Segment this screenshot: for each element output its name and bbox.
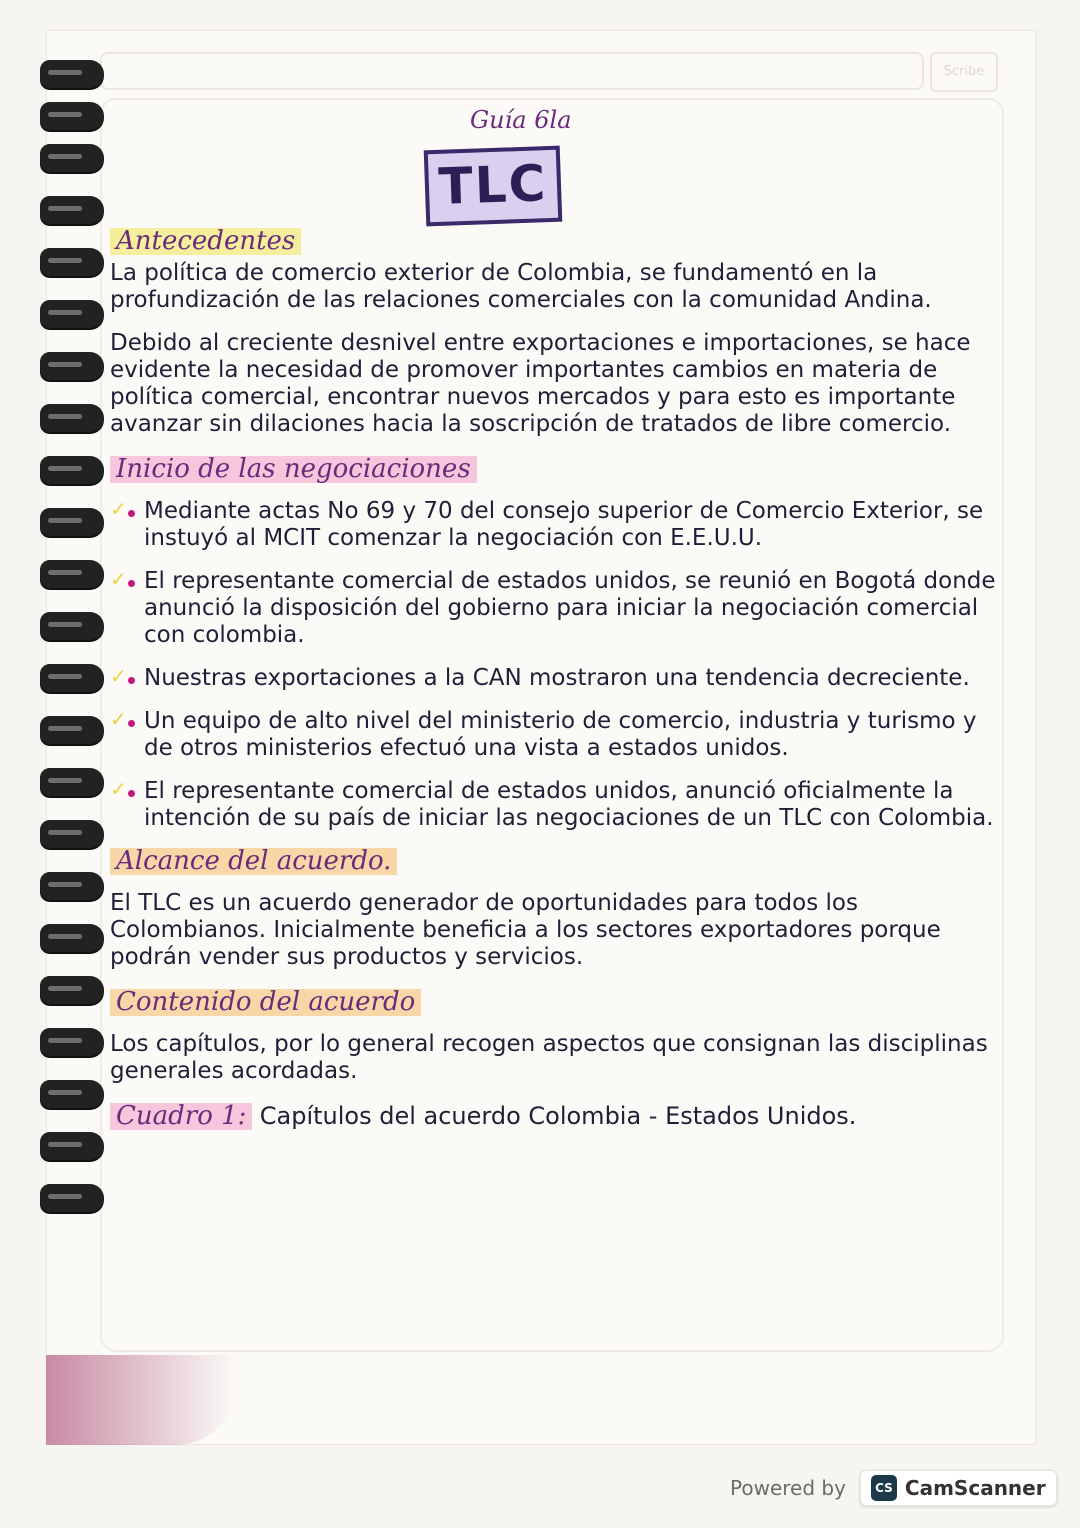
list-item-text: Mediante actas No 69 y 70 del consejo superior de Comercio Exterior, se instuyó al MCIT comenzar la negociación con E.E.U.U. (144, 498, 984, 551)
spiral-ring-icon (40, 1080, 104, 1108)
spiral-ring-icon (40, 664, 104, 692)
spiral-ring-icon (40, 508, 104, 536)
spiral-ring-icon (40, 716, 104, 744)
list-item-text: Un equipo de alto nivel del ministerio de comercio, industria y turismo y de otros ministerios efectuó una vista a estados unidos. (144, 708, 977, 761)
check-mark-icon: ✓ (110, 497, 127, 521)
camscanner-badge[interactable] (860, 1470, 1057, 1506)
spiral-ring-icon (40, 1184, 104, 1212)
bullet-dot-icon (128, 510, 135, 517)
spiral-ring-icon (40, 872, 104, 900)
spiral-ring-icon (40, 102, 104, 130)
paragraph-antecedentes-1: La política de comercio exterior de Colombia, se fundamentó en la profundización de las relaciones comerciales con la comunidad Andina. (110, 260, 932, 313)
guide-label: Guía 6la (470, 106, 572, 134)
paragraph-contenido: Los capítulos, por lo general recogen aspectos que consignan las disciplinas generales acordadas. (110, 1031, 988, 1084)
heading-alcance: Alcance del acuerdo. (110, 848, 397, 875)
camscanner-logo-icon: CS (871, 1475, 897, 1501)
spiral-binding (0, 0, 110, 1400)
list-item (110, 708, 1010, 762)
spiral-ring-icon (40, 612, 104, 640)
spiral-ring-icon (40, 196, 104, 224)
bullet-dot-icon (128, 677, 135, 684)
heading-antecedentes: Antecedentes (110, 228, 301, 255)
spiral-ring-icon (40, 820, 104, 848)
list-item (110, 778, 1010, 832)
powered-by-label: Powered by (730, 1476, 846, 1500)
page-header-box (100, 52, 924, 90)
check-mark-icon: ✓ (110, 777, 127, 801)
negotiations-list (110, 498, 1010, 832)
check-mark-icon: ✓ (110, 567, 127, 591)
check-mark-icon: ✓ (110, 664, 127, 688)
spiral-ring-icon (40, 60, 104, 88)
spiral-ring-icon (40, 404, 104, 432)
scribe-stamp: Scribe (930, 52, 998, 92)
spiral-ring-icon (40, 456, 104, 484)
spiral-ring-icon (40, 976, 104, 1004)
spiral-ring-icon (40, 248, 104, 276)
spiral-ring-icon (40, 560, 104, 588)
list-item (110, 498, 1010, 552)
list-item (110, 568, 1010, 649)
camscanner-brand-name: CamScanner (904, 1476, 1046, 1500)
cuadro-text: Capítulos del acuerdo Colombia - Estados Unidos. (259, 1102, 857, 1130)
spiral-ring-icon (40, 768, 104, 796)
bullet-dot-icon (128, 720, 135, 727)
bullet-dot-icon (128, 790, 135, 797)
heading-inicio-negociaciones: Inicio de las negociaciones (110, 456, 477, 483)
bullet-dot-icon (128, 580, 135, 587)
list-item-text: El representante comercial de estados unidos, se reunió en Bogotá donde anunció la disposición del gobierno para iniciar la negociación comercial con colombia. (144, 568, 996, 648)
heading-contenido: Contenido del acuerdo (110, 989, 421, 1016)
spiral-ring-icon (40, 352, 104, 380)
paragraph-antecedentes-2: Debido al creciente desnivel entre exportaciones e importaciones, se hace evidente la necesidad de promover importantes cambios en materia de política comercial, encontrar nuevos mercados y para esto es importante avanzar sin dilaciones hacia la soscripción de tratados de libre comercio. (110, 330, 971, 437)
check-mark-icon: ✓ (110, 707, 127, 731)
camscanner-footer (730, 1468, 1057, 1508)
spiral-ring-icon (40, 300, 104, 328)
list-item (110, 665, 1010, 692)
spiral-ring-icon (40, 1028, 104, 1056)
paragraph-alcance: El TLC es un acuerdo generador de oportunidades para todos los Colombianos. Inicialmente beneficia a los sectores exportadores porque podrán vender sus productos y servicios. (110, 890, 941, 970)
spiral-ring-icon (40, 924, 104, 952)
page-title: TLC (424, 146, 563, 227)
cuadro-label: Cuadro 1: (110, 1103, 252, 1130)
pink-smudge (46, 1355, 236, 1445)
spiral-ring-icon (40, 1132, 104, 1160)
notes-content (110, 228, 1010, 1131)
spiral-ring-icon (40, 144, 104, 172)
list-item-text: El representante comercial de estados unidos, anunció oficialmente la intención de su país de iniciar las negociaciones de un TLC con Colombia. (144, 778, 994, 831)
list-item-text: Nuestras exportaciones a la CAN mostraron una tendencia decreciente. (144, 665, 970, 691)
